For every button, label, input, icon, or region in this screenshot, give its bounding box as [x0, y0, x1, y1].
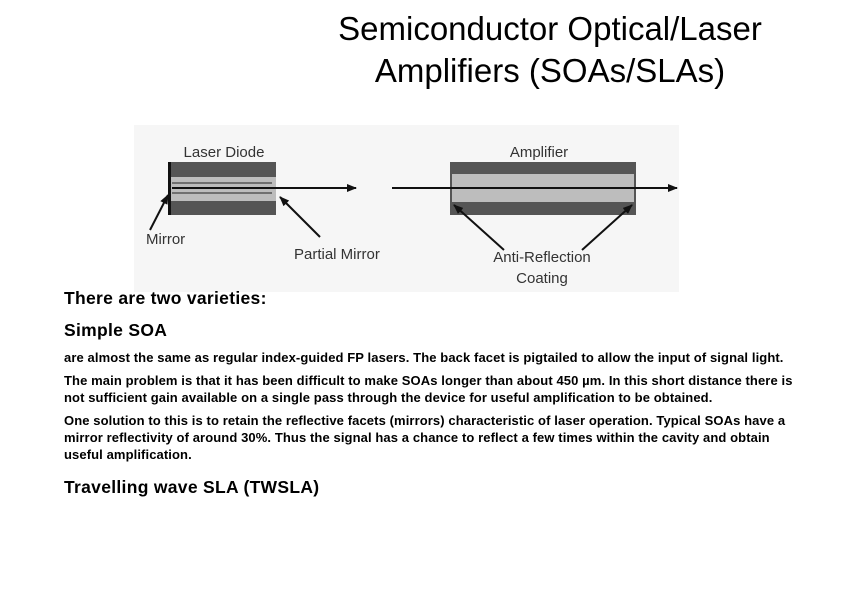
- paragraph-main-problem: The main problem is that it has been difficult to make SOAs longer than about 450 µm. In this short distance there is not sufficient gain available on a single pass through the device for useful amplification to be obtained.: [64, 373, 793, 405]
- varieties-heading: There are two varieties:: [64, 288, 267, 308]
- laser-mirror-facet: [168, 162, 171, 215]
- anti-reflection-label-line2: Coating: [516, 270, 568, 287]
- anti-reflection-label-line1: Anti-Reflection: [493, 249, 591, 266]
- mirror-label: Mirror: [146, 231, 186, 248]
- simple-soa-heading: Simple SOA: [64, 320, 168, 340]
- paragraph-reflective-facets: One solution to this is to retain the reflective facets (mirrors) characteristic of laser operation. Typical SOAs have a mirror reflectivity of around 30%. Thus the signal has a chance to reflect a few times within the cavity and obtain useful amplification.: [64, 413, 786, 462]
- laser-diode-label: Laser Diode: [183, 144, 265, 161]
- twsla-heading: Travelling wave SLA (TWSLA): [64, 477, 320, 497]
- amplifier-label: Amplifier: [509, 144, 569, 161]
- soa-diagram: [134, 125, 679, 292]
- paragraph-index-guided: are almost the same as regular index-guided FP lasers. The back facet is pigtailed to allow the input of signal light.: [64, 350, 784, 365]
- slide-title-line2: Amplifiers (SOAs/SLAs): [374, 52, 726, 89]
- slide-title: [300, 8, 800, 92]
- partial-mirror-label: Partial Mirror: [294, 246, 380, 263]
- slide-title-line1: Semiconductor Optical/Laser: [338, 10, 762, 47]
- soa-diagram-svg: [134, 125, 679, 292]
- slide-body: [64, 288, 804, 498]
